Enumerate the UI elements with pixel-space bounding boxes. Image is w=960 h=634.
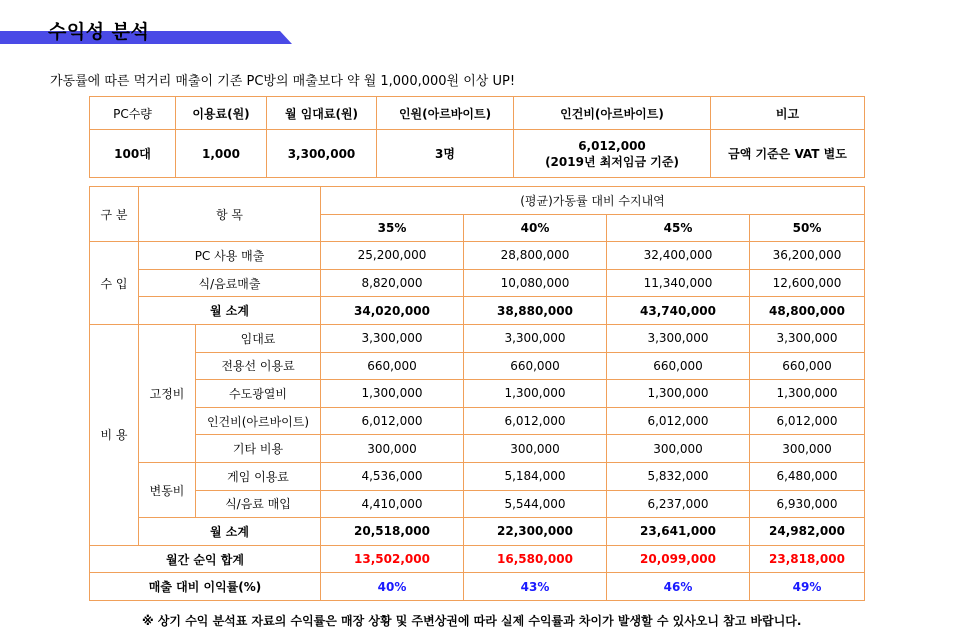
cell-value: 38,880,000 bbox=[464, 297, 607, 325]
value-labor-cost bbox=[514, 130, 711, 178]
row-item: 기타 비용 bbox=[196, 435, 321, 463]
cell-value: 660,000 bbox=[464, 352, 607, 380]
cell-value: 4,536,000 bbox=[321, 462, 464, 490]
variable-cost-label: 변동비 bbox=[139, 462, 196, 517]
cell-value: 12,600,000 bbox=[750, 269, 865, 297]
cell-value: 24,982,000 bbox=[750, 518, 865, 546]
cell-value: 34,020,000 bbox=[321, 297, 464, 325]
page-title: 수익성 분석 bbox=[48, 21, 150, 43]
cell-value: 3,300,000 bbox=[321, 324, 464, 352]
margin-value: 43% bbox=[464, 573, 607, 601]
row-item: 임대료 bbox=[196, 324, 321, 352]
margin-value: 49% bbox=[750, 573, 865, 601]
value-rent: 3,300,000 bbox=[267, 130, 377, 178]
labor-cost-amount: 6,012,000 bbox=[578, 138, 646, 153]
cell-value: 6,480,000 bbox=[750, 462, 865, 490]
subtotal-label: 월 소계 bbox=[139, 518, 321, 546]
value-usage-fee: 1,000 bbox=[176, 130, 267, 178]
cell-value: 5,184,000 bbox=[464, 462, 607, 490]
table-row bbox=[90, 490, 865, 518]
cell-value: 300,000 bbox=[750, 435, 865, 463]
cell-value: 6,012,000 bbox=[607, 407, 750, 435]
table-row bbox=[90, 407, 865, 435]
cell-value: 22,300,000 bbox=[464, 518, 607, 546]
cell-value: 1,300,000 bbox=[464, 380, 607, 408]
cell-value: 6,012,000 bbox=[321, 407, 464, 435]
header-labor-cost: 인건비(아르바이트) bbox=[514, 97, 711, 130]
rate-50: 50% bbox=[750, 214, 865, 242]
cell-value: 28,800,000 bbox=[464, 242, 607, 270]
cell-value: 11,340,000 bbox=[607, 269, 750, 297]
expense-subtotal-row bbox=[90, 518, 865, 546]
labor-cost-basis: (2019년 최저임금 기준) bbox=[545, 154, 679, 169]
cell-value: 20,518,000 bbox=[321, 518, 464, 546]
row-item: PC 사용 매출 bbox=[139, 242, 321, 270]
cell-value: 6,237,000 bbox=[607, 490, 750, 518]
header-rent: 월 임대료(원) bbox=[267, 97, 377, 130]
row-item: 인건비(아르바이트) bbox=[196, 407, 321, 435]
cell-value: 48,800,000 bbox=[750, 297, 865, 325]
cell-value: 32,400,000 bbox=[607, 242, 750, 270]
header-staff: 인원(아르바이트) bbox=[377, 97, 514, 130]
net-profit-label: 월간 순익 합계 bbox=[90, 545, 321, 573]
margin-value: 40% bbox=[321, 573, 464, 601]
cell-value: 10,080,000 bbox=[464, 269, 607, 297]
cell-value: 3,300,000 bbox=[750, 324, 865, 352]
cell-value: 300,000 bbox=[321, 435, 464, 463]
table-row bbox=[90, 269, 865, 297]
income-label: 수 입 bbox=[90, 242, 139, 325]
cell-value: 1,300,000 bbox=[750, 380, 865, 408]
cell-value: 5,544,000 bbox=[464, 490, 607, 518]
table-row bbox=[90, 380, 865, 408]
cell-value: 1,300,000 bbox=[607, 380, 750, 408]
cell-value: 660,000 bbox=[607, 352, 750, 380]
fixed-cost-label: 고정비 bbox=[139, 324, 196, 462]
cell-value: 660,000 bbox=[321, 352, 464, 380]
cell-value: 23,641,000 bbox=[607, 518, 750, 546]
summary-table bbox=[89, 96, 865, 178]
table-row bbox=[90, 352, 865, 380]
analysis-table bbox=[89, 186, 865, 601]
cell-value: 3,300,000 bbox=[607, 324, 750, 352]
row-item: 전용선 이용료 bbox=[196, 352, 321, 380]
row-item: 게임 이용료 bbox=[196, 462, 321, 490]
cell-value: 300,000 bbox=[464, 435, 607, 463]
margin-row bbox=[90, 573, 865, 601]
cell-value: 3,300,000 bbox=[464, 324, 607, 352]
margin-label: 매출 대비 이익률(%) bbox=[90, 573, 321, 601]
header-usage-fee: 이용료(원) bbox=[176, 97, 267, 130]
net-profit-row bbox=[90, 545, 865, 573]
cell-value: 660,000 bbox=[750, 352, 865, 380]
cell-value: 36,200,000 bbox=[750, 242, 865, 270]
rate-35: 35% bbox=[321, 214, 464, 242]
cell-value: 1,300,000 bbox=[321, 380, 464, 408]
footnote: ※ 상기 수익 분석표 자료의 수익률은 매장 상황 및 주변상권에 따라 실제 수익률과 차이가 발생할 수 있사오니 참고 바랍니다. bbox=[142, 614, 802, 628]
col-gubun: 구 분 bbox=[90, 187, 139, 242]
row-item: 식/음료 매입 bbox=[196, 490, 321, 518]
profit-value: 13,502,000 bbox=[321, 545, 464, 573]
cell-value: 8,820,000 bbox=[321, 269, 464, 297]
cell-value: 4,410,000 bbox=[321, 490, 464, 518]
col-rate-group: (평균)가동률 대비 수지내역 bbox=[321, 187, 865, 215]
subtotal-label: 월 소계 bbox=[139, 297, 321, 325]
row-item: 식/음료매출 bbox=[139, 269, 321, 297]
cell-value: 5,832,000 bbox=[607, 462, 750, 490]
header-pc-count: PC수량 bbox=[90, 97, 176, 130]
profit-value: 23,818,000 bbox=[750, 545, 865, 573]
profit-value: 20,099,000 bbox=[607, 545, 750, 573]
table-row bbox=[90, 462, 865, 490]
cell-value: 6,012,000 bbox=[750, 407, 865, 435]
value-pc-count: 100대 bbox=[90, 130, 176, 178]
cell-value: 300,000 bbox=[607, 435, 750, 463]
value-staff: 3명 bbox=[377, 130, 514, 178]
table-row bbox=[90, 435, 865, 463]
row-item: 수도광열비 bbox=[196, 380, 321, 408]
profit-value: 16,580,000 bbox=[464, 545, 607, 573]
income-subtotal-row bbox=[90, 297, 865, 325]
expense-label: 비 용 bbox=[90, 324, 139, 545]
col-item: 항 목 bbox=[139, 187, 321, 242]
rate-40: 40% bbox=[464, 214, 607, 242]
cell-value: 25,200,000 bbox=[321, 242, 464, 270]
cell-value: 43,740,000 bbox=[607, 297, 750, 325]
value-remarks: 금액 기준은 VAT 별도 bbox=[711, 130, 865, 178]
rate-45: 45% bbox=[607, 214, 750, 242]
intro-text: 가동률에 따른 먹거리 매출이 기존 PC방의 매출보다 약 월 1,000,000원 이상 UP! bbox=[50, 74, 516, 89]
table-row bbox=[90, 324, 865, 352]
margin-value: 46% bbox=[607, 573, 750, 601]
cell-value: 6,012,000 bbox=[464, 407, 607, 435]
cell-value: 6,930,000 bbox=[750, 490, 865, 518]
header-remarks: 비고 bbox=[711, 97, 865, 130]
table-row bbox=[90, 242, 865, 270]
